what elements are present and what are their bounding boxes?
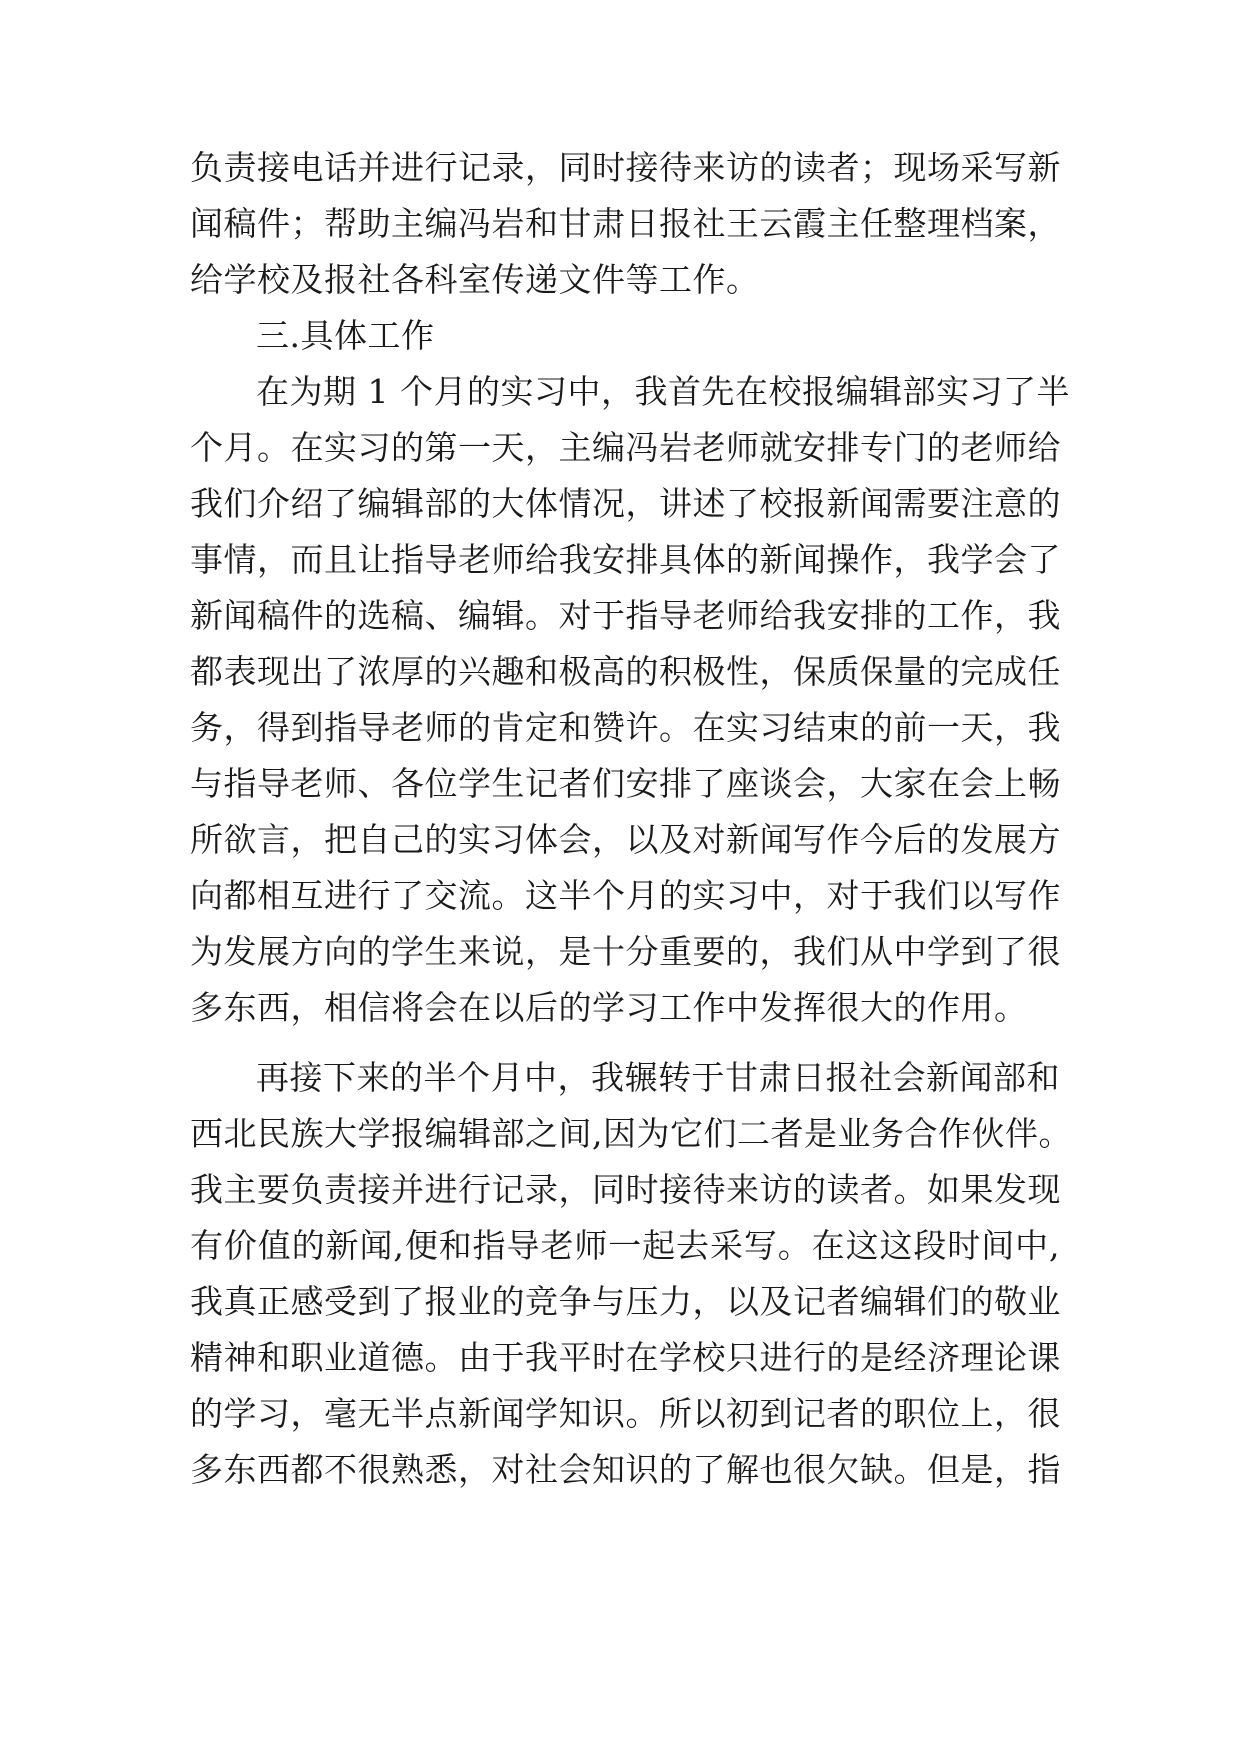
text-line: 所欲言，把自己的实习体会，以及对新闻写作今后的发展方 [190,820,1061,859]
text-line: 向都相互进行了交流。这半个月的实习中，对于我们以写作 [190,876,1061,915]
text-line: 多东西都不很熟悉，对社会知识的了解也很欠缺。但是，指 [190,1450,1061,1489]
text-line: 负责接电话并进行记录，同时接待来访的读者；现场采写新 [190,148,1061,187]
section-heading: 三.具体工作 [256,316,435,355]
paragraph-first-line: 再接下来的半个月中，我辗转于甘肃日报社会新闻部和 [256,1058,1060,1097]
text-line: 为发展方向的学生来说，是十分重要的，我们从中学到了很 [190,932,1061,971]
text-line: 务，得到指导老师的肯定和赞许。在实习结束的前一天，我 [190,708,1061,747]
text-line: 有价值的新闻,便和指导老师一起去采写。在这这段时间中, [190,1226,1060,1265]
text-line: 我真正感受到了报业的竞争与压力，以及记者编辑们的敬业 [190,1282,1061,1321]
text-line: 多东西，相信将会在以后的学习工作中发挥很大的作用。 [190,988,1028,1027]
text-line: 都表现出了浓厚的兴趣和极高的积极性，保质保量的完成任 [190,652,1061,691]
text-line: 给学校及报社各科室传递文件等工作。 [190,260,760,299]
text-line: 我主要负责接并进行记录，同时接待来访的读者。如果发现 [190,1170,1061,1209]
text-line: 我们介绍了编辑部的大体情况，讲述了校报新闻需要注意的 [190,484,1061,523]
text-line: 西北民族大学报编辑部之间,因为它们二者是业务合作伙伴。 [190,1114,1072,1153]
text-line: 精神和职业道德。由于我平时在学校只进行的是经济理论课 [190,1338,1061,1377]
text-line: 闻稿件；帮助主编冯岩和甘肃日报社王云霞主任整理档案， [190,204,1061,243]
text-line: 新闻稿件的选稿、编辑。对于指导老师给我安排的工作，我 [190,596,1061,635]
text-line: 与指导老师、各位学生记者们安排了座谈会，大家在会上畅 [190,764,1061,803]
text-line: 的学习，毫无半点新闻学知识。所以初到记者的职位上，很 [190,1394,1061,1433]
text-line: 事情，而且让指导老师给我安排具体的新闻操作，我学会了 [190,540,1061,579]
paragraph-first-line: 在为期 1 个月的实习中，我首先在校报编辑部实习了半 [256,372,1070,411]
text-line: 个月。在实习的第一天，主编冯岩老师就安排专门的老师给 [190,428,1061,467]
